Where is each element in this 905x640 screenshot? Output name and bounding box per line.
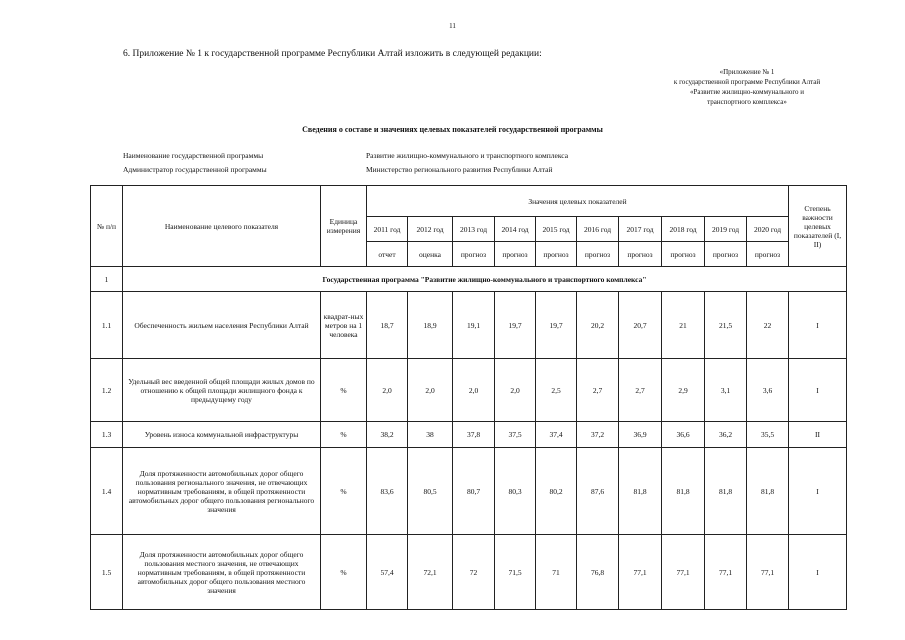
row-value: 21 — [662, 292, 705, 359]
row-unit: % — [321, 535, 367, 610]
row-unit: % — [321, 422, 367, 448]
document-title: Сведения о составе и значениях целевых показателей государственной программы — [302, 125, 603, 134]
row-value: 20,2 — [577, 292, 619, 359]
header-year: 2020 год — [747, 217, 789, 242]
row-value: 81,8 — [662, 448, 705, 535]
header-unit: Единица измерения — [321, 186, 367, 267]
section-title: Государственная программа "Развитие жилищно-коммунального и транспортного комплекса" — [123, 267, 847, 292]
header-type: прогноз — [662, 242, 705, 267]
program-admin-value: Министерство регионального развития Республики Алтай — [366, 165, 553, 174]
row-num: 1.4 — [91, 448, 123, 535]
row-value: 3,1 — [705, 359, 747, 422]
row-num: 1.3 — [91, 422, 123, 448]
row-value: 38 — [408, 422, 453, 448]
row-value: 36,2 — [705, 422, 747, 448]
row-value: 77,1 — [662, 535, 705, 610]
header-year: 2016 год — [577, 217, 619, 242]
row-name: Доля протяженности автомобильных дорог общего пользования местного значения, не отвечающих нормативным требованиям, в общей протяженности автомобильных дорог общего пользования местного значения — [123, 535, 321, 610]
header-type: прогноз — [705, 242, 747, 267]
header-type: прогноз — [577, 242, 619, 267]
row-value: 2,5 — [536, 359, 577, 422]
row-importance: I — [789, 359, 847, 422]
row-value: 37,4 — [536, 422, 577, 448]
row-value: 57,4 — [367, 535, 408, 610]
row-num: 1.2 — [91, 359, 123, 422]
row-value: 71,5 — [495, 535, 536, 610]
header-year: 2012 год — [408, 217, 453, 242]
row-value: 20,7 — [619, 292, 662, 359]
row-value: 19,7 — [536, 292, 577, 359]
row-value: 83,6 — [367, 448, 408, 535]
appendix-reference — [647, 67, 847, 107]
row-value: 2,0 — [367, 359, 408, 422]
header-type: прогноз — [619, 242, 662, 267]
table-row — [91, 422, 847, 448]
program-admin-row — [123, 165, 553, 174]
row-importance: I — [789, 448, 847, 535]
row-value: 77,1 — [747, 535, 789, 610]
row-value: 77,1 — [705, 535, 747, 610]
row-value: 37,2 — [577, 422, 619, 448]
table-row — [91, 535, 847, 610]
header-type: отчет — [367, 242, 408, 267]
header-type: прогноз — [747, 242, 789, 267]
row-value: 80,2 — [536, 448, 577, 535]
row-value: 21,5 — [705, 292, 747, 359]
row-name: Доля протяженности автомобильных дорог общего пользования регионального значения, не отвечающих нормативным требованиям, в общей протяженности автомобильных дорог общего пользования регионального значения — [123, 448, 321, 535]
intro-text: 6. Приложение № 1 к государственной программе Республики Алтай изложить в следующей редакции: — [123, 49, 542, 59]
row-value: 18,9 — [408, 292, 453, 359]
table-row — [91, 292, 847, 359]
row-value: 38,2 — [367, 422, 408, 448]
row-value: 22 — [747, 292, 789, 359]
row-num: 1.1 — [91, 292, 123, 359]
row-value: 19,1 — [453, 292, 495, 359]
appendix-line: «Развитие жилищно-коммунального и — [689, 88, 805, 96]
row-value: 37,5 — [495, 422, 536, 448]
header-importance: Степень важности целевых показателей (I, II) — [789, 186, 847, 267]
row-value: 80,5 — [408, 448, 453, 535]
row-value: 72 — [453, 535, 495, 610]
header-type: прогноз — [495, 242, 536, 267]
appendix-line: к государственной программе Республики Алтай — [673, 78, 821, 86]
row-value: 36,9 — [619, 422, 662, 448]
row-value: 76,8 — [577, 535, 619, 610]
row-value: 77,1 — [619, 535, 662, 610]
row-unit: % — [321, 359, 367, 422]
program-name-value: Развитие жилищно-коммунального и транспортного комплекса — [366, 151, 569, 160]
row-unit: квадрат-ных метров на 1 человека — [321, 292, 367, 359]
program-name-label: Наименование государственной программы — [123, 151, 264, 160]
row-name: Обеспеченность жильем населения Республики Алтай — [123, 292, 321, 359]
row-value: 2,7 — [619, 359, 662, 422]
appendix-line: «Приложение № 1 — [719, 68, 775, 76]
row-value: 2,0 — [408, 359, 453, 422]
header-year: 2018 год — [662, 217, 705, 242]
row-value: 80,3 — [495, 448, 536, 535]
header-values-group: Значения целевых показателей — [367, 186, 789, 217]
row-value: 35,5 — [747, 422, 789, 448]
header-year: 2014 год — [495, 217, 536, 242]
indicators-table — [90, 185, 847, 610]
row-value: 2,7 — [577, 359, 619, 422]
row-name: Удельный вес введенной общей площади жилых домов по отношению к общей площади жилищного фонда к предыдущему году — [123, 359, 321, 422]
header-year: 2011 год — [367, 217, 408, 242]
section-num: 1 — [91, 267, 123, 292]
row-importance: II — [789, 422, 847, 448]
row-num: 1.5 — [91, 535, 123, 610]
section-row — [91, 267, 847, 292]
row-value: 87,6 — [577, 448, 619, 535]
row-value: 2,0 — [495, 359, 536, 422]
header-year: 2017 год — [619, 217, 662, 242]
row-value: 36,6 — [662, 422, 705, 448]
header-year: 2013 год — [453, 217, 495, 242]
header-year: 2019 год — [705, 217, 747, 242]
row-name: Уровень износа коммунальной инфраструктуры — [123, 422, 321, 448]
header-name: Наименование целевого показателя — [123, 186, 321, 267]
row-value: 81,8 — [747, 448, 789, 535]
row-importance: I — [789, 535, 847, 610]
row-value: 2,0 — [453, 359, 495, 422]
page-number: 11 — [449, 22, 456, 30]
row-value: 2,9 — [662, 359, 705, 422]
row-value: 18,7 — [367, 292, 408, 359]
row-value: 81,8 — [705, 448, 747, 535]
row-value: 71 — [536, 535, 577, 610]
table-row — [91, 448, 847, 535]
row-value: 80,7 — [453, 448, 495, 535]
header-type: оценка — [408, 242, 453, 267]
program-admin-label: Администратор государственной программы — [123, 165, 267, 174]
row-value: 72,1 — [408, 535, 453, 610]
row-value: 3,6 — [747, 359, 789, 422]
program-name-row — [123, 151, 569, 160]
header-type: прогноз — [453, 242, 495, 267]
row-value: 37,8 — [453, 422, 495, 448]
row-unit: % — [321, 448, 367, 535]
table-row — [91, 359, 847, 422]
header-num: № п/п — [91, 186, 123, 267]
header-year: 2015 год — [536, 217, 577, 242]
appendix-line: транспортного комплекса» — [707, 98, 787, 106]
row-importance: I — [789, 292, 847, 359]
header-type: прогноз — [536, 242, 577, 267]
row-value: 81,8 — [619, 448, 662, 535]
row-value: 19,7 — [495, 292, 536, 359]
